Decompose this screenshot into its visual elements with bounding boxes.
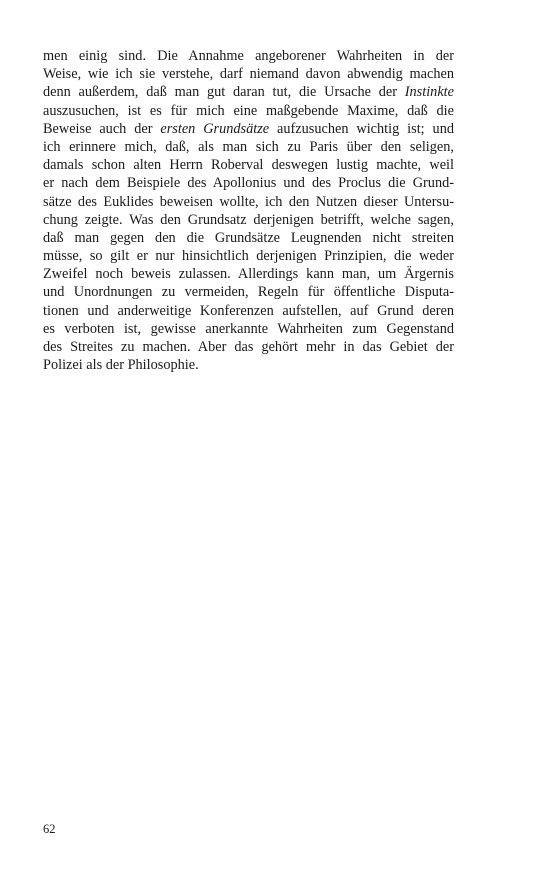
text-segment: und Unordnungen zu vermeiden, Regeln für öffentliche Disputa- bbox=[43, 284, 454, 301]
text-segment: men einig sind. Die Annahme angeborener Wahrheiten in der bbox=[43, 48, 454, 64]
text-line bbox=[43, 356, 454, 374]
text-line bbox=[43, 229, 454, 247]
text-line bbox=[43, 211, 454, 229]
text-segment: aufzusuchen wichtig ist; und bbox=[269, 120, 454, 137]
text-line bbox=[43, 120, 454, 138]
body-text bbox=[43, 47, 454, 374]
text-segment: Beweise auch der bbox=[43, 120, 161, 137]
text-line bbox=[43, 247, 454, 265]
text-segment: daß man gegen den die Grundsätze Leugnenden nicht streiten bbox=[43, 229, 454, 246]
text-segment: müsse, so gilt er nur hinsichtlich derjenigen Prinzipien, die weder bbox=[43, 248, 454, 265]
text-line bbox=[43, 156, 454, 174]
text-segment: ich erinnere mich, daß, als man sich zu Paris über den seligen, bbox=[43, 138, 454, 155]
text-segment: Weise, wie ich sie verstehe, darf niemand davon abwendig machen bbox=[43, 66, 454, 83]
text-segment: denn außerdem, daß man gut daran tut, die Ursache der bbox=[43, 84, 405, 101]
text-segment: es verboten ist, gewisse anerkannte Wahrheiten zum Gegenstand bbox=[43, 320, 454, 337]
emphasized-text: ersten Grundsätze bbox=[160, 120, 270, 137]
text-line bbox=[43, 65, 454, 83]
text-segment: damals schon alten Herrn Roberval deswegen lustig machte, weil bbox=[43, 157, 454, 174]
text-segment: Zweifel noch beweis zulassen. Allerdings kann man, um Ärgernis bbox=[43, 266, 454, 283]
text-line bbox=[43, 47, 454, 65]
text-line bbox=[43, 102, 454, 120]
text-line bbox=[43, 320, 454, 338]
text-segment: er nach dem Beispiele des Apollonius und des Proclus die Grund- bbox=[43, 175, 454, 192]
text-line bbox=[43, 302, 454, 320]
text-line bbox=[43, 193, 454, 211]
text-segment: des Streites zu machen. Aber das gehört mehr in das Gebiet der bbox=[43, 339, 454, 355]
text-line bbox=[43, 174, 454, 192]
page-number: 62 bbox=[43, 822, 56, 836]
text-segment: sätze des Euklides beweisen wollte, ich den Nutzen dieser Untersu- bbox=[43, 193, 454, 210]
text-segment: Polizei als der Philosophie. bbox=[43, 357, 199, 374]
text-segment: tionen und anderweitige Konferenzen aufstellen, auf Grund deren bbox=[43, 302, 454, 319]
text-line bbox=[43, 138, 454, 156]
text-line bbox=[43, 283, 454, 301]
text-segment: auszusuchen, ist es für mich eine maßgebende Maxime, daß die bbox=[43, 102, 454, 119]
text-line bbox=[43, 265, 454, 283]
text-line bbox=[43, 338, 454, 356]
text-line bbox=[43, 83, 454, 101]
text-segment: chung zeigte. Was den Grundsatz derjenigen betrifft, welche sagen, bbox=[43, 211, 454, 228]
emphasized-text: Instinkte bbox=[404, 84, 454, 101]
